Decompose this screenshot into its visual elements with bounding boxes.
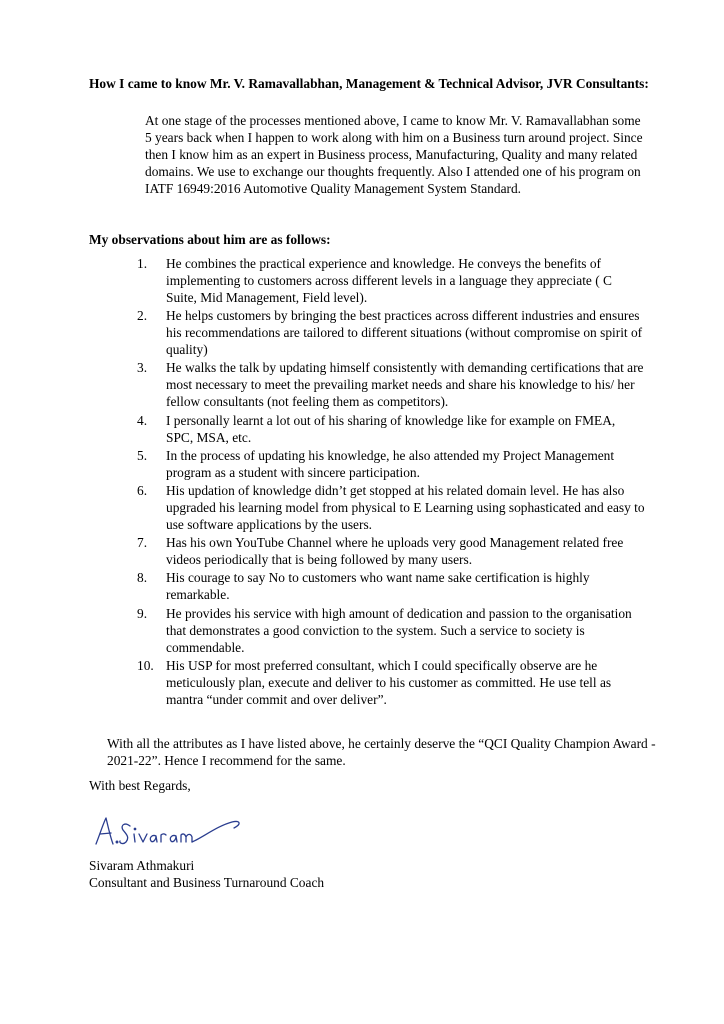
observation-text: He provides his service with high amount of dedication and passion to the organisation that demonstrates a good conviction to the system. Such a service to society is commendable. [166,605,632,655]
observation-number: 4. [137,412,148,428]
observation-number: 9. [137,605,148,621]
observations-list [137,255,645,709]
observation-number: 5. [137,447,148,463]
observation-text: He combines the practical experience and knowledge. He conveys the benefits of implementing to customers across different levels in a language they appreciate ( C Suite, Mid Management, Field level). [166,256,612,305]
observation-item [137,569,645,603]
observation-item [137,482,645,533]
observation-item [137,255,645,306]
observation-number: 6. [137,482,148,498]
observation-text: In the process of updating his knowledge, he also attended my Project Management program as a student with sincere participation. [166,447,615,480]
intro-paragraph: At one stage of the processes mentioned above, I came to know Mr. V. Ramavallabhan some 5 years back when I happen to work along with him on a Business turn around project. Since then I know him as an expert in Business process, Manufacturing, Quality and many related domains. We use to exchange our thoughts frequently. Also I attended one of his program on IATF 16949:2016 Automotive Quality Management System Standard. [145,113,643,196]
observation-number: 10. [137,657,154,673]
observation-text: I personally learnt a lot out of his sharing of knowledge like for example on FMEA, SPC, MSA, etc. [166,412,616,445]
closing-paragraph: With all the attributes as I have listed above, he certainly deserve the “QCI Quality Champion Award - 2021-22”. Hence I recommend for the same. [107,736,656,768]
observation-item [137,534,645,568]
observation-item [137,605,645,656]
section-heading-observations: My observations about him are as follows: [89,232,331,247]
observation-number: 2. [137,308,148,324]
observation-item [137,307,645,358]
observation-item [137,657,645,708]
observation-text: He helps customers by bringing the best practices across different industries and ensures his recommendations are tailored to different situations (without compromise on spirit of quality) [166,308,643,358]
observation-text: His updation of knowledge didn’t get stopped at his related domain level. He has also upgraded his learning model from physical to E Learning using sophasticated and easy to use software applications by the users. [166,482,645,532]
observation-number: 7. [137,535,148,551]
observation-text: His USP for most preferred consultant, which I could specifically observe are he meticulously plan, execute and deliver to his customer as committed. He use tell as mantra “under commit and over deliver”. [166,657,612,707]
signer-title: Consultant and Business Turnaround Coach [89,875,325,890]
observation-text: Has his own YouTube Channel where he uploads very good Management related free videos periodically that is being followed by many users. [166,535,624,568]
observation-number: 3. [137,360,148,376]
handwritten-signature [92,812,252,852]
signer-name: Sivaram Athmakuri [89,858,195,873]
observation-text: His courage to say No to customers who want name sake certification is highly remarkable. [166,570,590,603]
observation-item [137,412,645,446]
observation-text: He walks the talk by updating himself consistently with demanding certifications that are most necessary to meet the prevailing market needs and share his knowledge to his/ her fellow consultants (not feeling them as competitors). [166,360,644,410]
section-heading-how-i-came-to-know: How I came to know Mr. V. Ramavallabhan, Management & Technical Advisor, JVR Consultants: [89,76,649,91]
regards-line: With best Regards, [89,778,191,793]
observation-number: 8. [137,570,148,586]
observation-item [137,447,645,481]
observation-item [137,359,645,410]
observation-number: 1. [137,256,148,271]
